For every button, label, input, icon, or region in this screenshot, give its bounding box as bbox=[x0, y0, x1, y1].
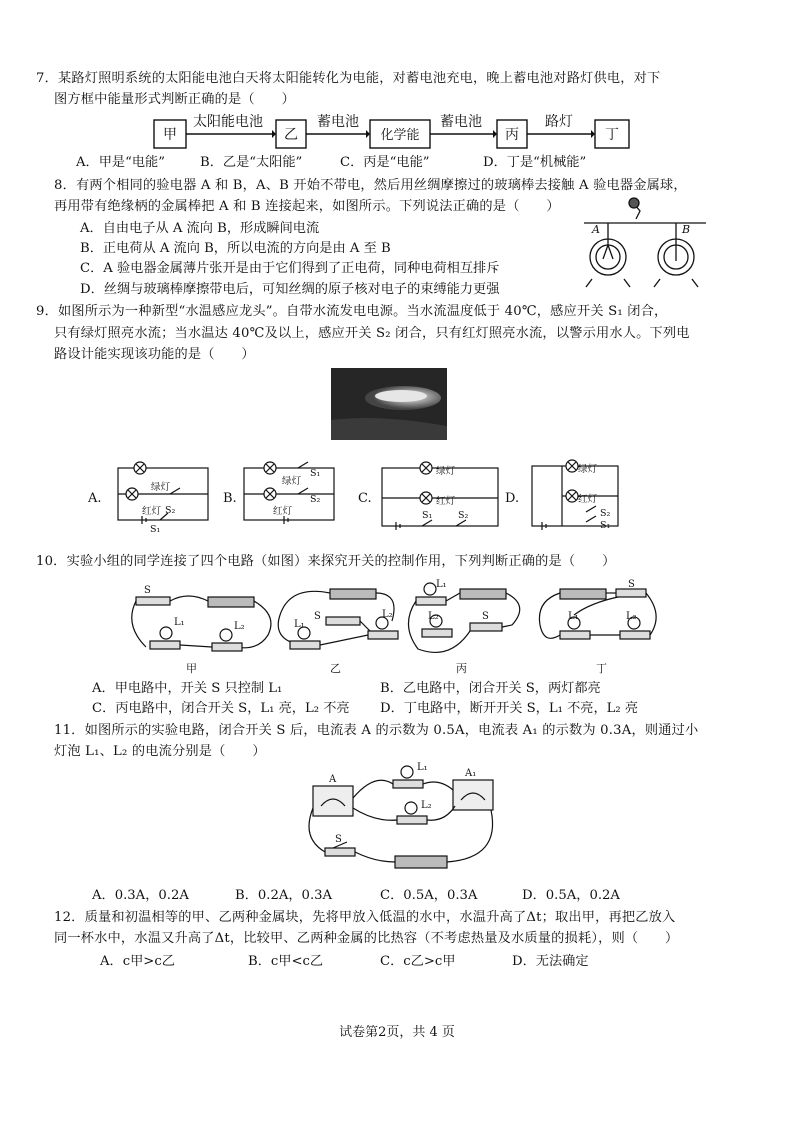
green-lamp-label: 绿灯 bbox=[436, 466, 456, 477]
switch-label: S bbox=[314, 611, 321, 622]
ammeter-a-label: A bbox=[329, 774, 337, 785]
flow-box-label: 化学能 bbox=[380, 128, 420, 143]
lamp-label: L₁ bbox=[174, 617, 185, 628]
q11-stem-line1: 11．如图所示的实验电路，闭合开关 S 后，电流表 A 的示数为 0.5A，电流表 A₁ 的示数为 0.3A，则通过小 bbox=[54, 723, 699, 738]
q12-stem-line1: 12．质量和初温相等的甲、乙两种金属块，先将甲放入低温的水中，水温升高了Δt；取出甲，再把乙放入 bbox=[54, 910, 676, 925]
red-lamp-label: 红灯 bbox=[273, 506, 293, 517]
battery-icon bbox=[395, 856, 447, 868]
green-lamp-label: 绿灯 bbox=[151, 482, 171, 493]
q8-option-d[interactable]: D．丝绸与玻璃棒摩擦带电后，可知丝绸的原子核对电子的束缚能力更强 bbox=[80, 282, 500, 297]
q7-option-c[interactable]: C．丙是“电能” bbox=[340, 155, 430, 170]
switch-label: S₂ bbox=[458, 510, 469, 521]
q12-option-a[interactable]: A．c甲>c乙 bbox=[100, 954, 175, 969]
lamp-label: L₁ bbox=[294, 619, 305, 630]
switch-label: S₂ bbox=[165, 505, 176, 516]
lamp-label: L₁ bbox=[436, 579, 447, 590]
q8-option-a[interactable]: A．自由电子从 A 流向 B，形成瞬间电流 bbox=[80, 221, 320, 236]
lamp-icon bbox=[160, 627, 172, 639]
q9-circuit-options bbox=[88, 458, 648, 533]
q11-circuit-figure bbox=[305, 762, 505, 880]
lamp-l2-icon bbox=[405, 802, 417, 814]
electroscope-b-label: B bbox=[682, 223, 691, 236]
circuit-option-label: C. bbox=[358, 491, 372, 506]
lamp-l1-label: L₁ bbox=[417, 762, 428, 773]
caption-bing: 丙 bbox=[456, 662, 467, 675]
switch-label: S₂ bbox=[600, 508, 611, 519]
circuit-a bbox=[118, 462, 208, 524]
q9-stem-line3: 路设计能实现该功能的是（ ） bbox=[54, 347, 255, 362]
red-lamp-label: 红灯 bbox=[578, 494, 598, 505]
switch-label: S₁ bbox=[422, 510, 433, 521]
flow-arrow-label: 路灯 bbox=[545, 114, 573, 130]
lamp-l1-icon bbox=[401, 766, 413, 778]
q12-option-c[interactable]: C．c乙>c甲 bbox=[380, 954, 456, 969]
flow-box-label: 甲 bbox=[163, 127, 177, 143]
q10-option-a[interactable]: A．甲电路中，开关 S 只控制 L₁ bbox=[92, 681, 283, 696]
q12-option-b[interactable]: B．c甲<c乙 bbox=[248, 954, 324, 969]
electroscope-figure bbox=[578, 193, 710, 291]
switch-label: S₁ bbox=[150, 524, 161, 533]
q7-stem-line2: 图方框中能量形式判断正确的是（ ） bbox=[54, 92, 295, 107]
switch-icon bbox=[170, 488, 180, 494]
q7-option-a[interactable]: A．甲是“电能” bbox=[76, 155, 165, 170]
flow-box-label: 丁 bbox=[605, 127, 619, 143]
lamp-label: L₂ bbox=[626, 611, 637, 622]
q7-option-d[interactable]: D．丁是“机械能” bbox=[483, 155, 587, 170]
switch-icon bbox=[298, 488, 308, 494]
caption-ding: 丁 bbox=[596, 662, 607, 675]
caption-jia: 甲 bbox=[186, 662, 197, 675]
page-footer: 试卷第2页，共 4 页 bbox=[339, 1025, 455, 1040]
red-lamp-label: 红灯 bbox=[142, 506, 162, 517]
circuit-jia bbox=[132, 596, 271, 651]
switch-icon bbox=[586, 506, 596, 512]
q8-option-c[interactable]: C．A 验电器金属薄片张开是由于它们得到了正电荷，同种电荷相互排斥 bbox=[80, 261, 500, 276]
circuit-ding bbox=[539, 589, 656, 639]
q7-option-b[interactable]: B．乙是“太阳能” bbox=[200, 155, 303, 170]
lamp-l2-label: L₂ bbox=[421, 800, 432, 811]
lamp-icon bbox=[424, 583, 436, 595]
flow-arrow-label: 太阳能电池 bbox=[193, 114, 263, 130]
flow-box-label: 丙 bbox=[505, 127, 519, 143]
water-faucet-photo bbox=[331, 368, 447, 440]
flow-box-label: 乙 bbox=[284, 127, 298, 143]
q7-energy-flow-diagram bbox=[148, 110, 648, 152]
red-lamp-label: 红灯 bbox=[436, 496, 456, 507]
circuit-option-label: B. bbox=[223, 491, 237, 506]
q10-stem: 10．实验小组的同学连接了四个电路（如图）来探究开关的控制作用，下列判断正确的是（ ） bbox=[36, 554, 616, 569]
switch-label: S₁ bbox=[600, 520, 611, 531]
q9-stem-line1: 9．如图所示为一种新型“水温感应龙头”。自带水流发电电源。当水流温度低于 40℃，感应开关 S₁ 闭合， bbox=[36, 304, 668, 319]
lamp-label: L₂ bbox=[382, 609, 393, 620]
q8-option-b[interactable]: B．正电荷从 A 流向 B，所以电流的方向是由 A 至 B bbox=[80, 241, 391, 256]
q11-option-d[interactable]: D．0.5A，0.2A bbox=[522, 888, 620, 903]
circuit-option-label: A. bbox=[88, 491, 102, 506]
switch-label: S bbox=[144, 585, 151, 596]
circuit-bing bbox=[408, 583, 519, 652]
q10-circuit-photos bbox=[118, 575, 678, 675]
battery-icon bbox=[330, 589, 376, 599]
q10-option-b[interactable]: B．乙电路中，闭合开关 S，两灯都亮 bbox=[380, 681, 601, 696]
caption-yi: 乙 bbox=[330, 662, 341, 675]
q9-stem-line2: 只有绿灯照亮水流；当水温达 40℃及以上，感应开关 S₂ 闭合，只有红灯照亮水流，以警示用水人。下列电 bbox=[54, 326, 690, 341]
q11-stem-line2: 灯泡 L₁、L₂ 的电流分别是（ ） bbox=[54, 744, 266, 759]
switch-icon bbox=[298, 462, 308, 468]
switch-icon bbox=[586, 516, 596, 522]
lamp-icon bbox=[220, 629, 232, 641]
switch-label: S₂ bbox=[310, 494, 321, 505]
flow-arrow-label: 蓄电池 bbox=[317, 114, 359, 130]
q8-stem-line1: 8．有两个相同的验电器 A 和 B，A、B 开始不带电，然后用丝绸摩擦过的玻璃棒去接触 A 验电器金属球， bbox=[54, 178, 687, 193]
electroscope-a-label: A bbox=[592, 223, 600, 236]
q12-option-d[interactable]: D．无法确定 bbox=[512, 954, 589, 969]
battery-icon bbox=[208, 597, 254, 607]
green-lamp-label: 绿灯 bbox=[282, 476, 302, 487]
switch-label: S bbox=[628, 579, 635, 590]
q7-stem-line1: 7．某路灯照明系统的太阳能电池白天将太阳能转化为电能，对蓄电池充电，晚上蓄电池对路灯供电，对下 bbox=[36, 71, 661, 86]
q11-option-a[interactable]: A．0.3A，0.2A bbox=[92, 888, 189, 903]
battery-icon bbox=[460, 589, 506, 599]
q11-option-b[interactable]: B．0.2A，0.3A bbox=[235, 888, 333, 903]
q10-option-d[interactable]: D．丁电路中，断开开关 S，L₁ 不亮，L₂ 亮 bbox=[380, 701, 639, 716]
q8-stem-line2: 再用带有绝缘柄的金属棒把 A 和 B 连接起来，如图所示。下列说法正确的是（ ） bbox=[54, 199, 560, 214]
q11-option-c[interactable]: C．0.5A，0.3A bbox=[380, 888, 478, 903]
q12-stem-line2: 同一杯水中，水温又升高了Δt，比较甲、乙两种金属的比热容（不考虑热量及水质量的损耗），则（ ） bbox=[54, 931, 679, 946]
battery-icon bbox=[560, 589, 606, 599]
ammeter-a1-icon bbox=[453, 780, 493, 810]
lamp-label: L₂ bbox=[428, 611, 439, 622]
switch-icon bbox=[325, 848, 355, 856]
green-lamp-label: 绿灯 bbox=[578, 464, 598, 475]
switch-label: S bbox=[482, 611, 489, 622]
flow-arrow-label: 蓄电池 bbox=[440, 114, 482, 130]
q10-option-c[interactable]: C．丙电路中，闭合开关 S，L₁ 亮，L₂ 不亮 bbox=[92, 701, 350, 716]
switch-label: S₁ bbox=[310, 468, 321, 479]
ammeter-a1-label: A₁ bbox=[465, 768, 477, 779]
ammeter-a-icon bbox=[313, 786, 353, 816]
circuit-option-label: D. bbox=[505, 491, 520, 506]
lamp-label: L₁ bbox=[568, 611, 579, 622]
lamp-label: L₂ bbox=[234, 621, 245, 632]
switch-label: S bbox=[335, 834, 342, 845]
